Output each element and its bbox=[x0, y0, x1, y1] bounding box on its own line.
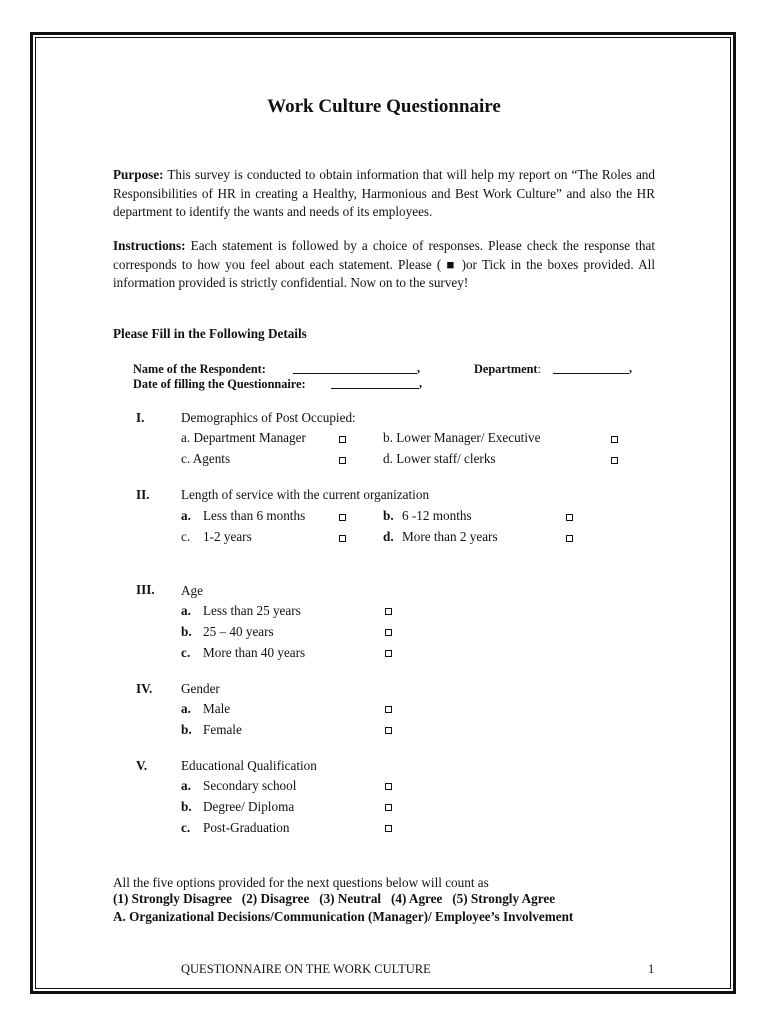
section-a-heading: A. Organizational Decisions/Communication (Manager)/ Employee’s Involvement bbox=[113, 909, 574, 924]
section-4-option-b: Female bbox=[203, 722, 242, 737]
section-2-letter-c: c. bbox=[181, 529, 191, 544]
section-4-letter-b: b. bbox=[181, 722, 192, 737]
section-5-numeral: V. bbox=[136, 758, 148, 773]
section-3-letter-b: b. bbox=[181, 624, 192, 639]
date-comma: , bbox=[419, 376, 423, 390]
section-1-numeral: I. bbox=[136, 410, 145, 425]
section-3-letter-c: c. bbox=[181, 645, 191, 660]
section-5-letter-b: b. bbox=[181, 799, 192, 814]
scale-intro: All the five options provided for the next questions below will count as bbox=[113, 875, 489, 890]
footer-text: QUESTIONNAIRE ON THE WORK CULTURE bbox=[181, 962, 431, 976]
section-2-checkbox-d[interactable] bbox=[566, 535, 573, 542]
section-1-option-b: b. Lower Manager/ Executive bbox=[383, 430, 541, 445]
section-4-option-a: Male bbox=[203, 701, 231, 716]
section-5-option-c: Post-Graduation bbox=[203, 820, 290, 835]
section-3-heading: Age bbox=[181, 583, 203, 598]
page-number: 1 bbox=[648, 962, 655, 976]
section-1-heading: Demographics of Post Occupied: bbox=[181, 410, 356, 425]
details-heading: Please Fill in the Following Details bbox=[113, 326, 307, 341]
section-3-checkbox-a[interactable] bbox=[385, 608, 392, 615]
section-1-option-a: a. Department Manager bbox=[181, 430, 306, 445]
section-4-letter-a: a. bbox=[181, 701, 191, 716]
department-label: Department bbox=[474, 362, 538, 376]
section-3-option-a: Less than 25 years bbox=[203, 603, 301, 618]
section-5-checkbox-c[interactable] bbox=[385, 825, 392, 832]
section-4-numeral: IV. bbox=[136, 681, 153, 696]
section-2-letter-d: d. bbox=[383, 529, 394, 544]
section-2-checkbox-c[interactable] bbox=[339, 535, 346, 542]
section-3-letter-a: a. bbox=[181, 603, 191, 618]
section-3-checkbox-c[interactable] bbox=[385, 650, 392, 657]
instructions-label: Instructions: bbox=[113, 238, 186, 253]
section-4-heading: Gender bbox=[181, 681, 220, 696]
section-2-option-d: More than 2 years bbox=[402, 529, 498, 544]
section-3-checkbox-b[interactable] bbox=[385, 629, 392, 636]
respondent-name-comma: , bbox=[417, 361, 421, 375]
section-3-numeral: III. bbox=[136, 582, 155, 597]
section-2-letter-b: b. bbox=[383, 508, 394, 523]
date-label: Date of filling the Questionnaire: bbox=[133, 377, 306, 391]
section-4-checkbox-a[interactable] bbox=[385, 706, 392, 713]
section-5-letter-a: a. bbox=[181, 778, 191, 793]
section-2-option-c: 1-2 years bbox=[203, 529, 252, 544]
section-2-option-b: 6 -12 months bbox=[402, 508, 472, 523]
section-2-numeral: II. bbox=[136, 487, 150, 502]
scale-options: (1) Strongly Disagree (2) Disagree (3) Neutral (4) Agree (5) Strongly Agree bbox=[113, 891, 556, 906]
section-2-checkbox-a[interactable] bbox=[339, 514, 346, 521]
section-1-option-d: d. Lower staff/ clerks bbox=[383, 451, 496, 466]
section-5-checkbox-a[interactable] bbox=[385, 783, 392, 790]
section-1-option-c: c. Agents bbox=[181, 451, 231, 466]
section-4-checkbox-b[interactable] bbox=[385, 727, 392, 734]
section-2-letter-a: a. bbox=[181, 508, 191, 523]
section-1-checkbox-b[interactable] bbox=[611, 436, 618, 443]
respondent-name-label: Name of the Respondent: bbox=[133, 362, 266, 376]
section-5-option-a: Secondary school bbox=[203, 778, 297, 793]
purpose-label: Purpose: bbox=[113, 167, 164, 182]
page-title: Work Culture Questionnaire bbox=[267, 96, 501, 117]
purpose-paragraph bbox=[113, 166, 655, 222]
section-2-checkbox-b[interactable] bbox=[566, 514, 573, 521]
date-field[interactable] bbox=[331, 376, 419, 394]
section-5-heading: Educational Qualification bbox=[181, 758, 317, 773]
department-colon: : bbox=[537, 362, 541, 376]
instructions-paragraph bbox=[113, 237, 655, 293]
department-comma: , bbox=[629, 361, 633, 375]
section-1-checkbox-a[interactable] bbox=[339, 436, 346, 443]
section-2-option-a: Less than 6 months bbox=[203, 508, 306, 523]
section-1-checkbox-d[interactable] bbox=[611, 457, 618, 464]
section-5-checkbox-b[interactable] bbox=[385, 804, 392, 811]
section-5-letter-c: c. bbox=[181, 820, 191, 835]
section-1-checkbox-c[interactable] bbox=[339, 457, 346, 464]
section-3-option-c: More than 40 years bbox=[203, 645, 306, 660]
section-3-option-b: 25 – 40 years bbox=[203, 624, 274, 639]
department-field[interactable] bbox=[553, 361, 629, 379]
section-5-option-b: Degree/ Diploma bbox=[203, 799, 295, 814]
instructions-text: Each statement is followed by a choice of responses. Please check the response that corresponds to how you feel about each statement. Please ( ■ )or Tick in the boxes provided. All information provided is strictly confidential. Now on to the survey! bbox=[113, 238, 655, 291]
department-label-wrap bbox=[474, 362, 541, 377]
section-2-heading: Length of service with the current organization bbox=[181, 487, 430, 502]
purpose-text: This survey is conducted to obtain information that will help my report on “The Roles and Responsibilities of HR in creating a Healthy, Harmonious and Best Work Culture” and also the HR department to identify the wants and needs of its employees. bbox=[113, 167, 655, 220]
